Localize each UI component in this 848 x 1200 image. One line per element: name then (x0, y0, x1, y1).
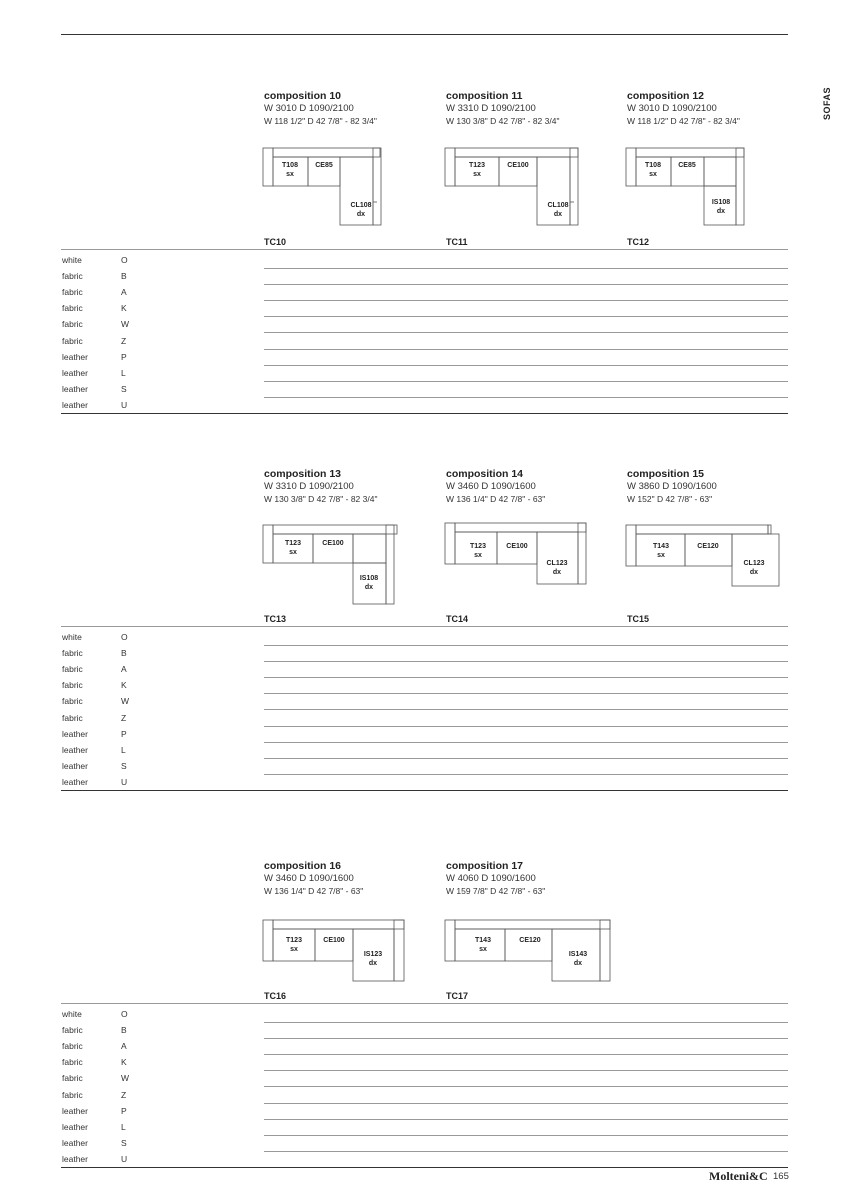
dimensions-inches: W 118 1/2" D 42 7/8" - 82 3/4" (627, 116, 740, 126)
row-rule (264, 1135, 788, 1136)
row-grade: P (121, 728, 127, 739)
row-rule (264, 1038, 788, 1039)
module-side: sx (286, 171, 294, 178)
armrest-right (373, 148, 381, 225)
row-rule (264, 381, 788, 382)
row-material: fabric (62, 1025, 83, 1036)
row-material: leather (62, 383, 88, 394)
sofa-diagram-c14 (444, 520, 589, 588)
row-grade: Z (121, 1089, 127, 1100)
row-rule (264, 284, 788, 285)
composition-12 (627, 90, 797, 126)
module-label: T108 (645, 162, 661, 169)
row-material: leather (62, 1121, 88, 1132)
composition-code: TC14 (446, 614, 469, 624)
row-grade: O (121, 255, 128, 265)
composition-code: TC15 (627, 614, 650, 624)
row-material: fabric (62, 664, 83, 675)
composition-13 (264, 468, 434, 504)
composition-11 (446, 90, 616, 126)
row-material: leather (62, 1153, 88, 1164)
dimensions-mm: W 3310 D 1090/2100 (264, 481, 354, 492)
row-grade: O (121, 632, 128, 642)
row-material: leather (62, 1105, 88, 1116)
row-material: fabric (62, 648, 83, 659)
composition-15 (627, 468, 797, 504)
row-material: leather (62, 399, 88, 410)
row-grade: W (121, 696, 130, 707)
row-rule (264, 774, 788, 775)
row-grade: L (121, 367, 126, 378)
composition-10 (264, 90, 434, 126)
row-rule (264, 332, 788, 333)
sofa-diagram-c16 (262, 915, 407, 985)
sofa-diagram-c17 (444, 915, 614, 985)
module-label: CE85 (678, 162, 696, 169)
composition-title: composition 11 (446, 90, 523, 102)
module-side: dx (552, 569, 562, 576)
composition-title: composition 12 (627, 90, 705, 102)
row-rule (264, 1054, 788, 1055)
armrest-left (263, 148, 273, 186)
module-label: CE120 (519, 937, 541, 944)
module-side: dx (553, 211, 563, 218)
sofa-diagram-c13 (262, 520, 402, 608)
dimensions-inches: W 118 1/2" D 42 7/8" - 82 3/4" (264, 116, 377, 126)
table-header-rule (61, 249, 788, 250)
row-material: fabric (62, 1041, 83, 1052)
module-label: T108 (282, 162, 298, 169)
row-rule (264, 316, 788, 317)
row-material: leather (62, 728, 88, 739)
module-label: T143 (475, 937, 491, 944)
dimensions-mm: W 3460 D 1090/1600 (446, 481, 536, 492)
row-grade: Z (121, 712, 127, 723)
page-number: 165 (773, 1171, 789, 1182)
dimensions-inches: W 130 3/8" D 42 7/8" - 82 3/4" (264, 494, 378, 504)
row-grade: K (121, 680, 127, 691)
module-label: IS108 (359, 575, 379, 582)
sofa-diagram-c10 (262, 145, 387, 230)
module-label: T123 (470, 543, 486, 550)
composition-17 (446, 860, 616, 896)
module-label: CL123 (743, 560, 765, 567)
row-grade: S (121, 760, 127, 771)
row-material: fabric (62, 271, 83, 282)
row-grade: U (121, 776, 128, 787)
backrest (273, 148, 380, 157)
module-side: dx (573, 960, 583, 967)
brand-logo: Molteni&C (709, 1169, 768, 1183)
row-material: fabric (62, 1057, 83, 1068)
table-header-rule (61, 1003, 788, 1004)
row-grade: B (121, 1025, 127, 1036)
dimensions-mm: W 3310 D 1090/2100 (446, 103, 536, 114)
dimensions-inches: W 152" D 42 7/8" - 63" (627, 494, 713, 504)
dimensions-inches: W 136 1/4" D 42 7/8" - 63" (264, 886, 364, 896)
row-material: fabric (62, 1073, 83, 1084)
row-material: fabric (62, 303, 83, 314)
composition-title: composition 14 (446, 468, 524, 480)
composition-title: composition 13 (264, 468, 342, 480)
row-grade: L (121, 744, 126, 755)
dimensions-inches: W 136 1/4" D 42 7/8" - 63" (446, 494, 546, 504)
dimensions-mm: W 3460 D 1090/1600 (264, 873, 354, 884)
row-grade: L (121, 1121, 126, 1132)
module-side: sx (290, 946, 298, 953)
row-material: fabric (62, 680, 83, 691)
row-material: leather (62, 367, 88, 378)
row-grade: B (121, 271, 127, 282)
row-material: fabric (62, 319, 83, 330)
row-grade: W (121, 1073, 130, 1084)
composition-code: TC16 (264, 991, 287, 1001)
module-side: dx (356, 211, 366, 218)
row-rule (264, 709, 788, 710)
row-grade: A (121, 1041, 127, 1052)
row-rule (264, 1103, 788, 1104)
module-side: sx (649, 171, 657, 178)
row-grade: P (121, 1105, 127, 1116)
module-side: dx (749, 569, 759, 576)
row-grade: Z (121, 335, 127, 346)
row-rule (264, 1151, 788, 1152)
row-grade: U (121, 1153, 128, 1164)
composition-16 (264, 860, 434, 896)
module-label: IS143 (568, 951, 588, 958)
module-side: sx (474, 552, 482, 559)
module-side: sx (289, 549, 297, 556)
table-header-rule (61, 626, 788, 627)
row-grade: S (121, 383, 127, 394)
row-rule (264, 300, 788, 301)
row-rule (264, 349, 788, 350)
sofa-diagram-c11 (444, 145, 584, 230)
composition-code: TC17 (446, 991, 469, 1001)
module-side: dx (716, 208, 726, 215)
row-material: leather (62, 1137, 88, 1148)
dimensions-mm: W 4060 D 1090/1600 (446, 873, 536, 884)
row-material: fabric (62, 696, 83, 707)
row-grade: W (121, 319, 130, 330)
row-material: fabric (62, 335, 83, 346)
row-grade: K (121, 1057, 127, 1068)
module-label: CL123 (546, 560, 568, 567)
composition-code: TC11 (446, 237, 468, 247)
row-grade: O (121, 1009, 128, 1019)
composition-code: TC13 (264, 614, 287, 624)
composition-title: composition 10 (264, 90, 342, 102)
composition-title: composition 17 (446, 860, 524, 872)
table-bottom-rule (61, 1167, 788, 1168)
composition-title: composition 15 (627, 468, 705, 480)
module-label: CE100 (507, 162, 529, 169)
composition-code: TC10 (264, 237, 287, 247)
module-label: IS108 (711, 199, 731, 206)
row-rule (264, 726, 788, 727)
row-rule (264, 1119, 788, 1120)
sofa-diagram-c12 (625, 145, 750, 230)
row-material: leather (62, 744, 88, 755)
dimensions-mm: W 3010 D 1090/2100 (264, 103, 354, 114)
row-material: white (62, 632, 82, 642)
row-grade: U (121, 399, 128, 410)
module-label: CE120 (697, 543, 719, 550)
module-label: T123 (285, 540, 301, 547)
row-rule (264, 693, 788, 694)
row-grade: S (121, 1137, 127, 1148)
module-label: T123 (286, 937, 302, 944)
row-material: leather (62, 760, 88, 771)
module-label: CE100 (506, 543, 528, 550)
row-grade: B (121, 648, 127, 659)
row-rule (264, 397, 788, 398)
row-rule (264, 677, 788, 678)
row-material: leather (62, 351, 88, 362)
dimensions-inches: W 130 3/8" D 42 7/8" - 82 3/4" (446, 116, 560, 126)
table-bottom-rule (61, 790, 788, 791)
section-label: SOFAS (822, 86, 832, 120)
module-side: dx (368, 960, 378, 967)
row-grade: P (121, 351, 127, 362)
row-rule (264, 758, 788, 759)
row-rule (264, 742, 788, 743)
row-grade: A (121, 287, 127, 298)
dimensions-mm: W 3010 D 1090/2100 (627, 103, 717, 114)
module-side: sx (657, 552, 665, 559)
module-label: T123 (469, 162, 485, 169)
row-material: fabric (62, 287, 83, 298)
module-label: CL108 (350, 202, 372, 209)
top-rule (61, 34, 788, 35)
module-label: CE100 (323, 937, 345, 944)
module-side: sx (479, 946, 487, 953)
row-grade: A (121, 664, 127, 675)
row-material: white (62, 255, 82, 265)
composition-code: TC12 (627, 237, 650, 247)
module-label: CE85 (315, 162, 333, 169)
row-material: fabric (62, 1089, 83, 1100)
dimensions-mm: W 3860 D 1090/1600 (627, 481, 717, 492)
module-label: CE100 (322, 540, 344, 547)
table-bottom-rule (61, 413, 788, 414)
module-side: sx (473, 171, 481, 178)
composition-14 (446, 468, 616, 504)
row-material: fabric (62, 712, 83, 723)
sofa-diagram-c15 (625, 520, 785, 588)
row-grade: K (121, 303, 127, 314)
row-rule (264, 1022, 788, 1023)
composition-title: composition 16 (264, 860, 342, 872)
row-material: white (62, 1009, 82, 1019)
row-rule (264, 661, 788, 662)
row-rule (264, 268, 788, 269)
row-rule (264, 365, 788, 366)
row-material: leather (62, 776, 88, 787)
module-side: dx (364, 584, 374, 591)
row-rule (264, 1086, 788, 1087)
dimensions-inches: W 159 7/8" D 42 7/8" - 63" (446, 886, 546, 896)
module-label: T143 (653, 543, 669, 550)
module-label: CL108 (547, 202, 569, 209)
module-label: IS123 (363, 951, 383, 958)
row-rule (264, 1070, 788, 1071)
row-rule (264, 645, 788, 646)
